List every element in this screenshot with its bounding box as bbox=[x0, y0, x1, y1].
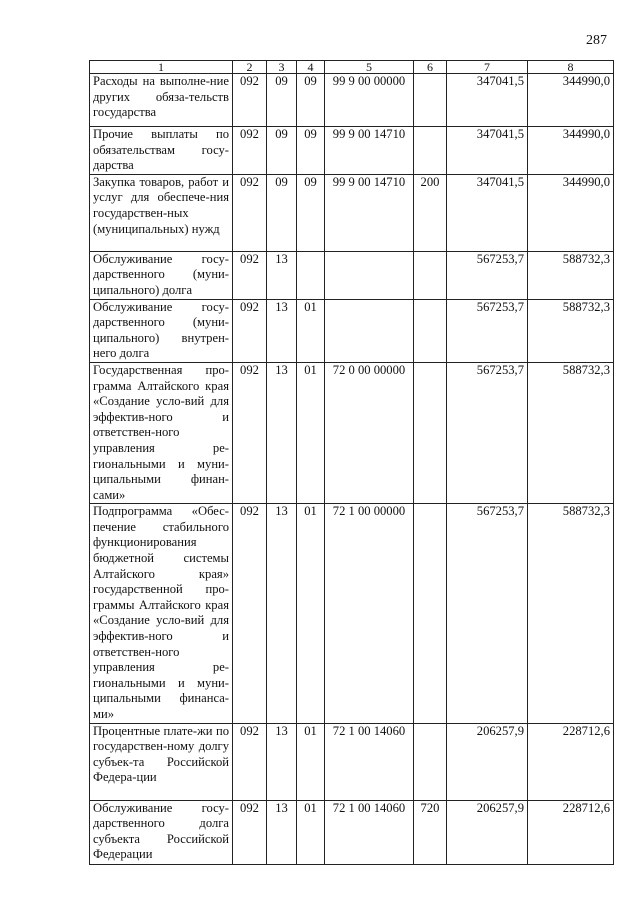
department-code: 092 bbox=[233, 127, 267, 175]
section-code: 13 bbox=[267, 800, 297, 864]
target-article-code: 72 0 00 00000 bbox=[325, 362, 414, 503]
target-article-code: 99 9 00 00000 bbox=[325, 74, 414, 127]
budget-table bbox=[89, 60, 614, 865]
section-code: 09 bbox=[267, 174, 297, 251]
table-row bbox=[90, 504, 614, 723]
expense-type-code bbox=[414, 251, 447, 299]
expense-name: Закупка товаров, работ и услуг для обеспече-ния государствен-ных (муниципальных) нужд bbox=[90, 174, 233, 251]
header-row bbox=[90, 61, 614, 74]
table-row bbox=[90, 800, 614, 864]
amount-col7: 567253,7 bbox=[447, 299, 528, 362]
section-code: 13 bbox=[267, 362, 297, 503]
target-article-code bbox=[325, 251, 414, 299]
subsection-code: 09 bbox=[297, 74, 325, 127]
amount-col8: 588732,3 bbox=[528, 504, 614, 723]
department-code: 092 bbox=[233, 251, 267, 299]
column-header: 6 bbox=[414, 61, 447, 74]
section-code: 09 bbox=[267, 74, 297, 127]
expense-type-code bbox=[414, 362, 447, 503]
amount-col7: 347041,5 bbox=[447, 127, 528, 175]
expense-type-code: 720 bbox=[414, 800, 447, 864]
subsection-code: 01 bbox=[297, 723, 325, 800]
table-header bbox=[90, 61, 614, 74]
amount-col7: 347041,5 bbox=[447, 174, 528, 251]
department-code: 092 bbox=[233, 723, 267, 800]
section-code: 13 bbox=[267, 251, 297, 299]
department-code: 092 bbox=[233, 74, 267, 127]
amount-col7: 567253,7 bbox=[447, 504, 528, 723]
subsection-code: 09 bbox=[297, 127, 325, 175]
amount-col7: 206257,9 bbox=[447, 723, 528, 800]
subsection-code: 01 bbox=[297, 362, 325, 503]
expense-name: Обслуживание госу-дарственного (муни-ципального) долга bbox=[90, 251, 233, 299]
section-code: 13 bbox=[267, 299, 297, 362]
amount-col8: 588732,3 bbox=[528, 299, 614, 362]
column-header: 8 bbox=[528, 61, 614, 74]
amount-col7: 206257,9 bbox=[447, 800, 528, 864]
expense-type-code bbox=[414, 299, 447, 362]
table-row bbox=[90, 362, 614, 503]
table-row bbox=[90, 723, 614, 800]
column-header: 2 bbox=[233, 61, 267, 74]
department-code: 092 bbox=[233, 362, 267, 503]
section-code: 13 bbox=[267, 504, 297, 723]
column-header: 4 bbox=[297, 61, 325, 74]
subsection-code bbox=[297, 251, 325, 299]
subsection-code: 01 bbox=[297, 299, 325, 362]
expense-type-code bbox=[414, 504, 447, 723]
column-header: 3 bbox=[267, 61, 297, 74]
amount-col8: 228712,6 bbox=[528, 800, 614, 864]
expense-name: Государственная про-грамма Алтайского края «Создание усло-вий для эффектив-ного и ответствен-ного управления ре-гиональными и муни-ципальными финан-сами» bbox=[90, 362, 233, 503]
table-row bbox=[90, 251, 614, 299]
target-article-code bbox=[325, 299, 414, 362]
target-article-code: 99 9 00 14710 bbox=[325, 127, 414, 175]
expense-name: Прочие выплаты по обязательствам госу-дарства bbox=[90, 127, 233, 175]
column-header: 7 bbox=[447, 61, 528, 74]
amount-col8: 344990,0 bbox=[528, 74, 614, 127]
target-article-code: 99 9 00 14710 bbox=[325, 174, 414, 251]
amount-col8: 344990,0 bbox=[528, 127, 614, 175]
department-code: 092 bbox=[233, 504, 267, 723]
amount-col7: 567253,7 bbox=[447, 362, 528, 503]
expense-type-code bbox=[414, 723, 447, 800]
table-row bbox=[90, 174, 614, 251]
target-article-code: 72 1 00 14060 bbox=[325, 800, 414, 864]
column-header: 1 bbox=[90, 61, 233, 74]
table-row bbox=[90, 74, 614, 127]
subsection-code: 01 bbox=[297, 504, 325, 723]
amount-col7: 567253,7 bbox=[447, 251, 528, 299]
subsection-code: 01 bbox=[297, 800, 325, 864]
expense-name: Подпрограмма «Обес-печение стабильного функционирования бюджетной системы Алтайского края» государственной про-граммы Алтайского края «Создание усло-вий для эффектив-ного и ответствен-ного управления ре-гиональными и муни-ципальными финанса-ми» bbox=[90, 504, 233, 723]
expense-name: Расходы на выполне-ние других обяза-тельств государства bbox=[90, 74, 233, 127]
subsection-code: 09 bbox=[297, 174, 325, 251]
expense-type-code bbox=[414, 74, 447, 127]
section-code: 09 bbox=[267, 127, 297, 175]
department-code: 092 bbox=[233, 174, 267, 251]
target-article-code: 72 1 00 00000 bbox=[325, 504, 414, 723]
table-row bbox=[90, 127, 614, 175]
target-article-code: 72 1 00 14060 bbox=[325, 723, 414, 800]
table-body bbox=[90, 74, 614, 865]
section-code: 13 bbox=[267, 723, 297, 800]
amount-col8: 588732,3 bbox=[528, 362, 614, 503]
department-code: 092 bbox=[233, 299, 267, 362]
expense-type-code: 200 bbox=[414, 174, 447, 251]
expense-type-code bbox=[414, 127, 447, 175]
page-number: 287 bbox=[586, 33, 607, 48]
amount-col8: 588732,3 bbox=[528, 251, 614, 299]
column-header: 5 bbox=[325, 61, 414, 74]
department-code: 092 bbox=[233, 800, 267, 864]
table-row bbox=[90, 299, 614, 362]
expense-name: Обслуживание госу-дарственного долга субъекта Российской Федерации bbox=[90, 800, 233, 864]
amount-col7: 347041,5 bbox=[447, 74, 528, 127]
amount-col8: 228712,6 bbox=[528, 723, 614, 800]
amount-col8: 344990,0 bbox=[528, 174, 614, 251]
expense-name: Процентные плате-жи по государствен-ному долгу субъек-та Российской Федера-ции bbox=[90, 723, 233, 800]
expense-name: Обслуживание госу-дарственного (муни-ципального) внутрен-него долга bbox=[90, 299, 233, 362]
